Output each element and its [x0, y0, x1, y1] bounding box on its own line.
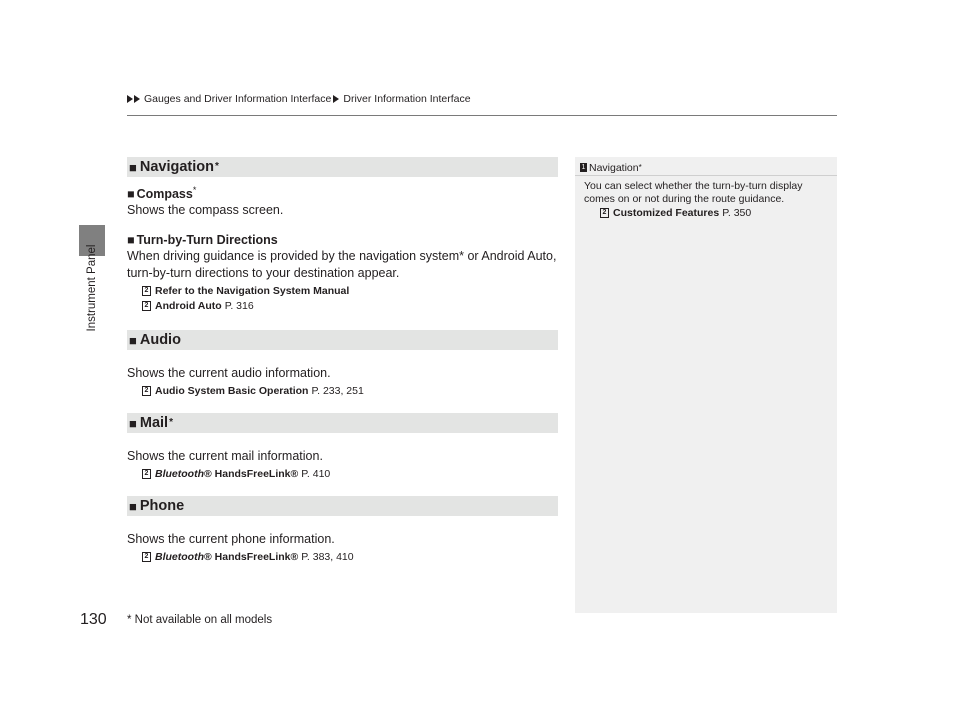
reference-link[interactable] [142, 551, 558, 563]
turn-by-turn-text: When driving guidance is provided by the navigation system* or Android Auto, turn-by-turn directions to your destination appear. [127, 249, 557, 281]
footnote: * Not available on all models [127, 614, 273, 626]
note-heading [575, 157, 837, 176]
reference-arrow-icon: 2 [142, 301, 151, 311]
reference-title: Customized Features [613, 207, 720, 219]
note-sidebar [575, 157, 837, 613]
mail-text: Shows the current mail information. [127, 449, 323, 464]
phone-text: Shows the current phone information. [127, 532, 335, 547]
breadcrumb [127, 93, 471, 105]
breadcrumb-item-2[interactable]: Driver Information Interface [343, 93, 471, 105]
availability-marker: * [214, 160, 219, 172]
reference-arrow-icon: 2 [142, 386, 151, 396]
subsection-marker-icon: ■ [127, 233, 135, 248]
compass-heading [127, 185, 558, 201]
reference-link[interactable] [142, 468, 558, 480]
section-mail-header [127, 413, 558, 433]
availability-marker: * [169, 416, 173, 428]
availability-marker: * [192, 185, 197, 195]
reference-title: ® HandsFreeLink® [204, 468, 299, 481]
reference-arrow-icon: 2 [142, 286, 151, 296]
reference-title: Android Auto [155, 300, 222, 313]
reference-arrow-icon: 2 [142, 552, 151, 562]
subsection-marker-icon: ■ [127, 187, 135, 202]
note-title: Navigation [589, 161, 639, 174]
note-text: You can select whether the turn-by-turn display comes on or not during the route guidance. [584, 180, 803, 205]
reference-title-italic: Bluetooth [155, 468, 204, 481]
reference-page: P. 410 [301, 468, 331, 481]
audio-text: Shows the current audio information. [127, 366, 331, 381]
reference-link[interactable] [142, 300, 558, 312]
section-audio-header [127, 330, 558, 350]
section-title: Mail [139, 415, 169, 432]
note-number-icon: 1 [581, 164, 586, 171]
reference-link[interactable] [142, 285, 558, 297]
section-marker-icon: ■ [129, 332, 137, 348]
breadcrumb-arrow-icon [134, 95, 140, 103]
availability-marker: * [638, 163, 642, 172]
reference-title: ® HandsFreeLink® [204, 551, 299, 564]
reference-title: Refer to the Navigation System Manual [155, 285, 350, 298]
breadcrumb-item-1[interactable]: Gauges and Driver Information Interface [144, 93, 332, 105]
reference-page: P. 383, 410 [301, 551, 354, 564]
breadcrumb-arrow-icon [127, 95, 133, 103]
compass-text: Shows the compass screen. [127, 203, 284, 218]
page-number: 130 [80, 611, 107, 628]
reference-title: Audio System Basic Operation [155, 385, 309, 398]
reference-page: P. 233, 251 [311, 385, 364, 398]
main-content [127, 157, 558, 563]
side-tab-label: Instrument Panel [86, 244, 98, 332]
reference-arrow-icon: 2 [142, 469, 151, 479]
section-marker-icon: ■ [129, 415, 137, 431]
reference-title-italic: Bluetooth [155, 551, 204, 564]
section-phone-header [127, 496, 558, 516]
reference-arrow-icon: 2 [600, 208, 609, 218]
reference-page: P. 350 [722, 207, 752, 219]
section-title: Navigation [139, 159, 214, 175]
section-navigation-header [127, 157, 558, 177]
reference-page: P. 316 [224, 300, 254, 313]
section-title: Audio [139, 332, 181, 349]
section-title: Phone [139, 498, 185, 515]
reference-link[interactable] [575, 206, 837, 219]
turn-by-turn-heading [127, 233, 558, 247]
header-divider [127, 115, 837, 116]
section-marker-icon: ■ [129, 498, 137, 514]
section-marker-icon: ■ [129, 159, 137, 175]
reference-link[interactable] [142, 385, 558, 397]
turn-by-turn-title: Turn-by-Turn Directions [136, 233, 278, 248]
compass-title: Compass [136, 187, 193, 202]
breadcrumb-arrow-icon [333, 95, 339, 103]
